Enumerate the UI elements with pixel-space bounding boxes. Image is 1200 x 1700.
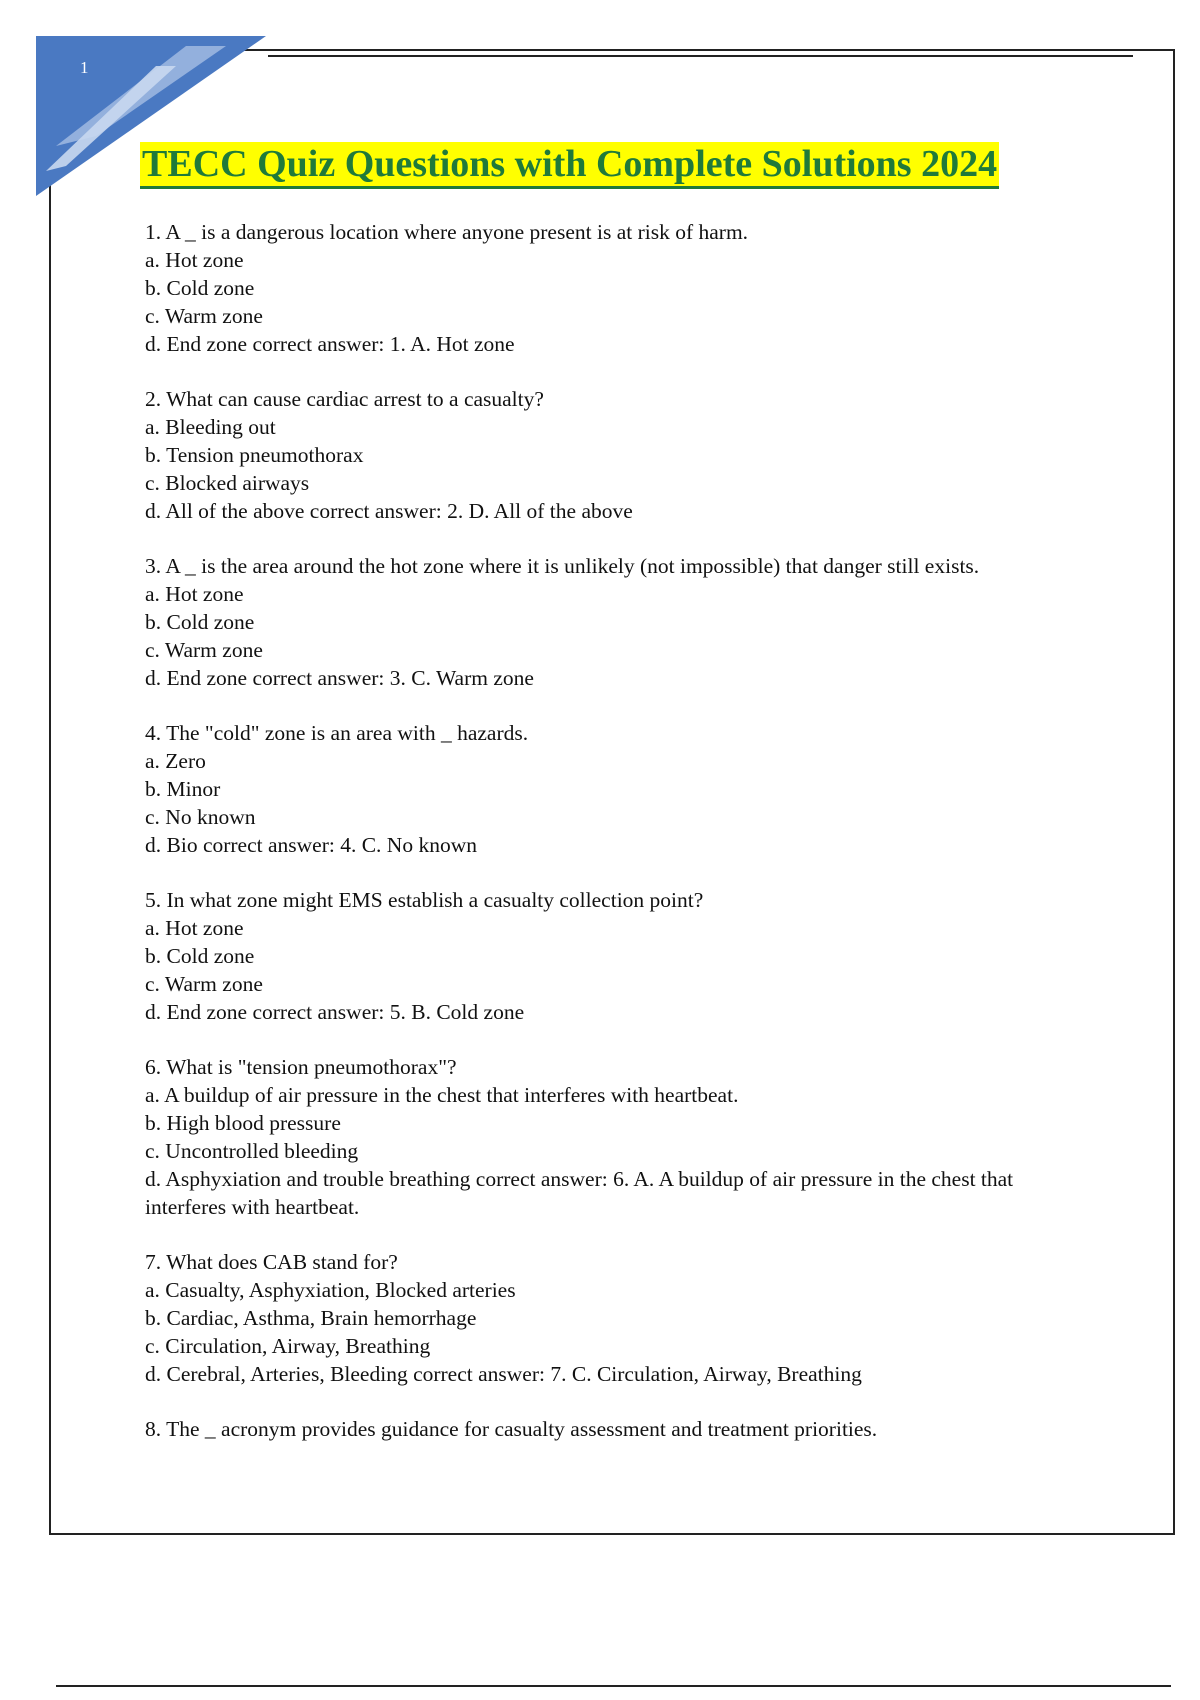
option-c: c. Warm zone (145, 638, 263, 662)
option-c: c. Blocked airways (145, 471, 310, 495)
option-a: a. Bleeding out (145, 415, 276, 439)
option-b: b. Cardiac, Asthma, Brain hemorrhage (145, 1306, 477, 1330)
option-d-answer: d. Cerebral, Arteries, Bleeding correct answer: 7. C. Circulation, Airway, Breathing (145, 1362, 862, 1386)
question-block (145, 218, 1085, 358)
question-block (145, 385, 1085, 525)
option-b: b. High blood pressure (145, 1111, 341, 1135)
page-number: 1 (80, 58, 89, 77)
option-c: c. Warm zone (145, 972, 263, 996)
question-text: 5. In what zone might EMS establish a casualty collection point? (145, 888, 704, 912)
option-c: c. Warm zone (145, 304, 263, 328)
title-block (140, 142, 1040, 189)
question-text: 6. What is "tension pneumothorax"? (145, 1055, 457, 1079)
option-a: a. A buildup of air pressure in the chest that interferes with heartbeat. (145, 1083, 739, 1107)
option-a: a. Zero (145, 749, 206, 773)
question-block (145, 886, 1085, 1026)
question-block (145, 1415, 1085, 1443)
question-block (145, 719, 1085, 859)
quiz-content (145, 218, 1085, 1470)
option-a: a. Hot zone (145, 916, 244, 940)
option-b: b. Minor (145, 777, 221, 801)
option-d-answer: d. End zone correct answer: 3. C. Warm zone (145, 666, 534, 690)
question-text: 1. A _ is a dangerous location where anyone present is at risk of harm. (145, 220, 749, 244)
question-block (145, 1248, 1085, 1388)
header-rule (268, 55, 1133, 57)
question-text: 7. What does CAB stand for? (145, 1250, 398, 1274)
option-b: b. Tension pneumothorax (145, 443, 364, 467)
option-c: c. No known (145, 805, 256, 829)
question-block (145, 552, 1085, 692)
option-b: b. Cold zone (145, 944, 255, 968)
question-text: 8. The _ acronym provides guidance for casualty assessment and treatment priorities. (145, 1417, 878, 1441)
option-d-answer: d. Asphyxiation and trouble breathing correct answer: 6. A. A buildup of air pressure in the chest that interferes with heartbeat. (145, 1167, 1014, 1219)
option-d-answer: d. End zone correct answer: 1. A. Hot zone (145, 332, 515, 356)
option-b: b. Cold zone (145, 610, 255, 634)
option-d-answer: d. End zone correct answer: 5. B. Cold zone (145, 1000, 525, 1024)
option-a: a. Hot zone (145, 582, 244, 606)
question-text: 3. A _ is the area around the hot zone where it is unlikely (not impossible) that danger still exists. (145, 554, 980, 578)
option-c: c. Uncontrolled bleeding (145, 1139, 359, 1163)
option-d-answer: d. Bio correct answer: 4. C. No known (145, 833, 477, 857)
option-a: a. Casualty, Asphyxiation, Blocked arteries (145, 1278, 516, 1302)
page-title: TECC Quiz Questions with Complete Solutions 2024 (140, 142, 999, 189)
question-text: 2. What can cause cardiac arrest to a casualty? (145, 387, 544, 411)
question-text: 4. The "cold" zone is an area with _ hazards. (145, 721, 529, 745)
question-block (145, 1053, 1085, 1221)
option-d-answer: d. All of the above correct answer: 2. D. All of the above (145, 499, 633, 523)
option-b: b. Cold zone (145, 276, 255, 300)
footer-rule (56, 1685, 1171, 1687)
option-c: c. Circulation, Airway, Breathing (145, 1334, 431, 1358)
option-a: a. Hot zone (145, 248, 244, 272)
